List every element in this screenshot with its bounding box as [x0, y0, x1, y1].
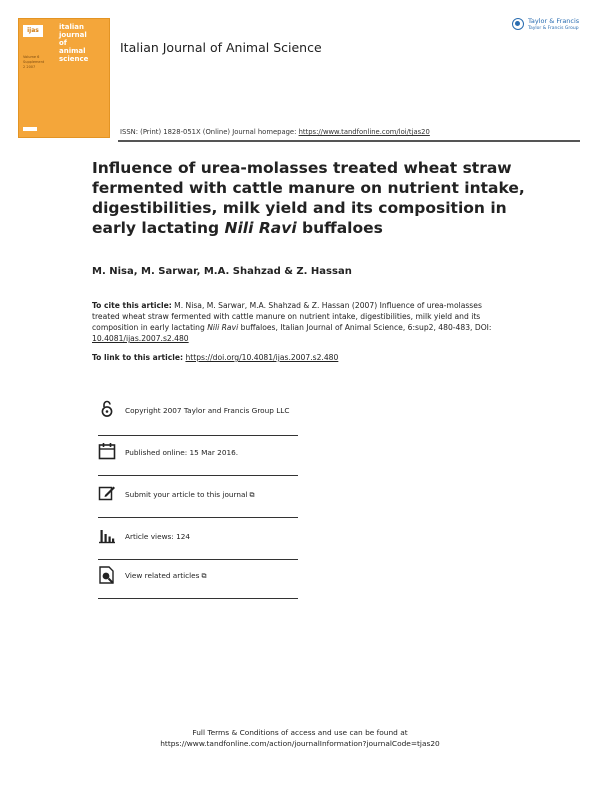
publisher-subname: Taylor & Francis Group	[528, 26, 579, 31]
journal-cover-image	[18, 18, 110, 138]
issn-line	[120, 128, 430, 136]
open-access-lock-icon	[98, 400, 116, 418]
cover-publisher-mark	[23, 127, 37, 131]
publisher-logo[interactable]	[512, 16, 582, 36]
external-link-icon: ⧉	[201, 572, 207, 580]
cover-volume-text: Volume 6 Supplement 2 2007	[23, 55, 45, 69]
external-link-icon: ⧉	[249, 491, 255, 499]
copyright-text: Copyright 2007 Taylor and Francis Group LLC	[125, 406, 290, 415]
bar-chart-icon	[98, 526, 116, 544]
copyright-row	[98, 398, 298, 436]
published-date-text: Published online: 15 Mar 2016.	[125, 448, 239, 457]
cover-title: italian journal of animal science	[59, 23, 89, 63]
related-articles-link[interactable]: View related articles ⧉	[125, 571, 207, 580]
taylor-francis-logo-icon	[512, 18, 524, 30]
publisher-name: Taylor & Francis	[528, 17, 580, 25]
article-link-line	[92, 353, 338, 362]
published-row	[98, 440, 298, 476]
article-views-row	[98, 524, 298, 560]
related-articles-row[interactable]	[98, 566, 298, 599]
submit-article-row[interactable]	[98, 482, 298, 518]
issn-text: ISSN: (Print) 1828-051X (Online) Journal homepage:	[120, 128, 297, 136]
citation-label: To cite this article:	[92, 301, 172, 310]
doi-link[interactable]: 10.4081/ijas.2007.s2.480	[92, 334, 189, 343]
search-document-icon	[98, 566, 116, 584]
article-authors: M. Nisa, M. Sarwar, M.A. Shahzad & Z. Hassan	[92, 266, 352, 277]
cover-logo: ijas	[23, 25, 43, 37]
article-views-text: Article views: 124	[125, 532, 191, 541]
article-doi-url-link[interactable]: https://doi.org/10.4081/ijas.2007.s2.480	[185, 353, 339, 362]
submit-article-link[interactable]: Submit your article to this journal ⧉	[125, 490, 255, 499]
footer-terms	[0, 727, 600, 749]
journal-homepage-link[interactable]: https://www.tandfonline.com/loi/tjas20	[298, 128, 430, 136]
citation-block: To cite this article: M. Nisa, M. Sarwar, M.A. Shahzad & Z. Hassan (2007) Influence of urea-molasses treated wheat straw fermented with cattle manure on nutrient intake, digestibilities, milk yield and its composition in early lactating Nili Ravi buffaloes, Italian Journal of Animal Science, 6:sup2, 480-483, DOI: 10.4081/ijas.2007.s2.480	[92, 301, 492, 343]
footer-terms-text: Full Terms & Conditions of access and use can be found at	[192, 728, 408, 737]
footer-terms-link[interactable]: https://www.tandfonline.com/action/journalInformation?journalCode=tjas20	[160, 739, 440, 748]
edit-pencil-icon	[98, 484, 116, 502]
header-divider	[118, 140, 580, 142]
link-label: To link to this article:	[92, 353, 184, 362]
journal-title: Italian Journal of Animal Science	[120, 40, 322, 55]
article-title: Influence of urea-molasses treated wheat straw fermented with cattle manure on nutrient intake, digestibilities, milk yield and its composition in early lactating Nili Ravi buffaloes	[92, 159, 525, 237]
calendar-icon	[98, 442, 116, 460]
